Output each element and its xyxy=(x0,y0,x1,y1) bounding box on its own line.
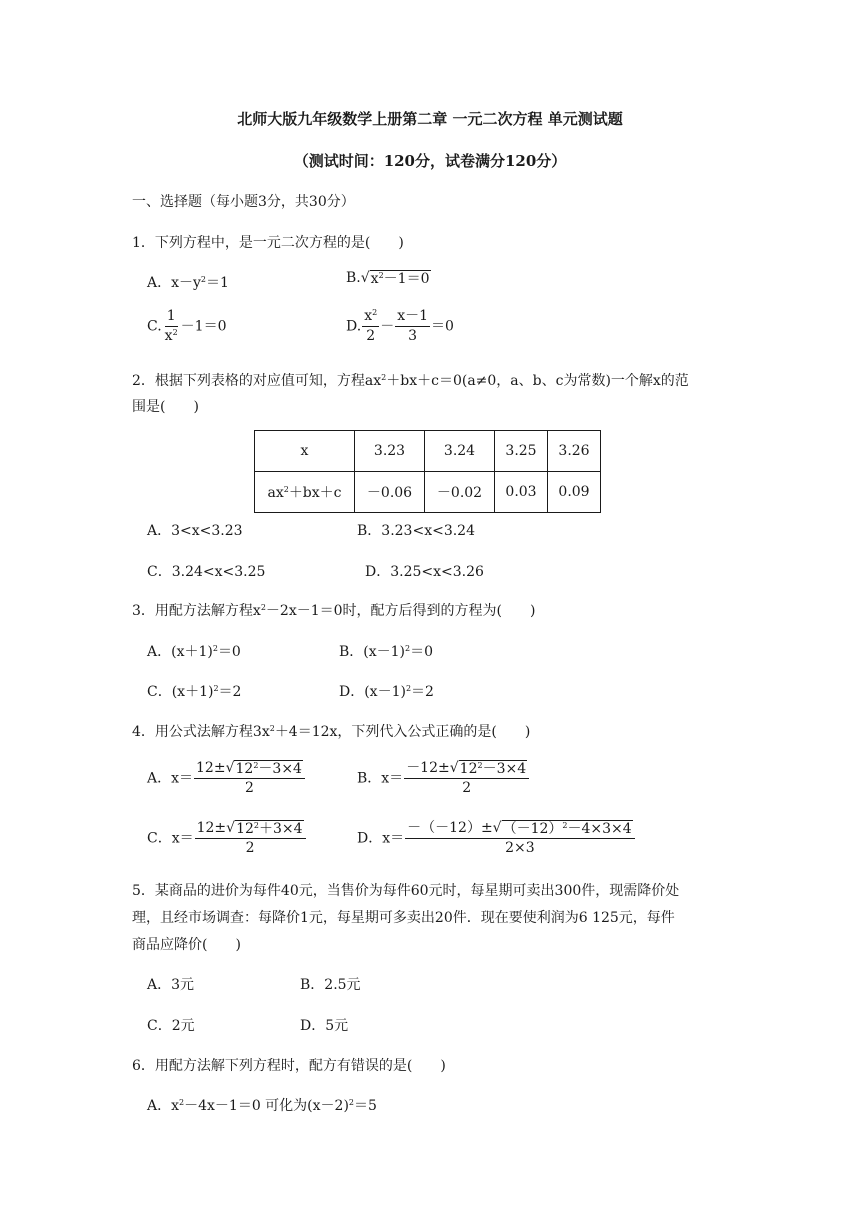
q5-option-a: A．3元 xyxy=(147,977,195,993)
q1-option-c: C. $\frac{1}{x^2}$ －1＝0 xyxy=(147,308,227,344)
q4-option-b: B．x＝ －12± √ $12^2-3\times 4$ 2 xyxy=(357,760,530,797)
q2-option-d: D．3.25<x<3.26 xyxy=(365,564,484,580)
q4-option-c: C．x＝ 12± √ $12^2+3\times 4$ 2 xyxy=(147,820,307,857)
table-row xyxy=(255,431,601,472)
table-cell: x xyxy=(255,431,355,472)
q2-option-c: C．3.24<x<3.25 xyxy=(147,564,266,580)
q5-option-d: D．5元 xyxy=(300,1018,349,1034)
exponent: 2 xyxy=(200,275,207,284)
q4-option-a: A．x＝ 12± √ $12^2-3\times 4$ 2 xyxy=(147,760,306,797)
question-4-stem: 4．用公式法解方程$3x^2+4=12x$，下列代入公式正确的是( ) xyxy=(132,724,531,740)
q1-option-b: B. √ $x^2-1=0$ xyxy=(346,270,430,287)
table-cell: $ax^2+bx+c$ xyxy=(255,472,355,513)
table-cell: －0.02 xyxy=(425,472,495,513)
question-2-stem-line1: 2．根据下列表格的对应值可知，方程$ax^2+bx+c=0(a\ne 0$，a、b、c为常数)一个解x的范 xyxy=(132,373,689,389)
table-cell: 0.09 xyxy=(548,472,601,513)
values-table xyxy=(254,430,601,513)
table-cell: 3.24 xyxy=(425,431,495,472)
q1-option-d: D. $\frac{x^2}{2}$ － $\frac{x-1}{3}$ ＝0 xyxy=(346,308,454,344)
page-subtitle: （测试时间：120分，试卷满分120分） xyxy=(293,152,567,170)
table-cell: 3.26 xyxy=(548,431,601,472)
q6-option-a: A．$x^2-4x-1=0$ 可化为$(x-2)^2=5$ xyxy=(147,1098,377,1114)
question-5-line1: 5．某商品的进价为每件40元，当售价为每件60元时，每星期可卖出300件，现需降价处 xyxy=(132,883,680,899)
section-heading: 一、选择题（每小题3分，共30分） xyxy=(132,194,355,210)
table-row xyxy=(255,472,601,513)
q1-option-a: A．$x-y^2=1$ xyxy=(147,275,229,291)
q4-option-d: D．x＝ －（－12）± √ $(-12)^2-4\times 3\times 4$ 2×3 xyxy=(357,820,636,857)
q3-option-d: D．$(x-1)^2=2$ xyxy=(339,684,434,700)
q3-option-a: A．$(x+1)^2=0$ xyxy=(147,644,241,660)
question-1-stem: 1．下列方程中，是一元二次方程的是( ) xyxy=(132,235,404,251)
table-cell: －0.06 xyxy=(355,472,425,513)
question-3-stem: 3．用配方法解方程$x^2-2x-1=0$时，配方后得到的方程为( ) xyxy=(132,603,536,619)
page-title: 北师大版九年级数学上册第二章 一元二次方程 单元测试题 xyxy=(237,110,623,128)
question-6-stem: 6．用配方法解下列方程时，配方有错误的是( ) xyxy=(132,1058,446,1074)
question-5-line2: 理，且经市场调查：每降价1元，每星期可多卖出20件．现在要使利润为6 125元，每件 xyxy=(132,910,675,926)
q5-option-b: B．2.5元 xyxy=(300,977,361,993)
q5-option-c: C．2元 xyxy=(147,1018,195,1034)
q3-option-c: C．$(x+1)^2=2$ xyxy=(147,684,242,700)
question-5-line3: 商品应降价( ) xyxy=(132,937,241,953)
table-cell: 3.23 xyxy=(355,431,425,472)
question-2-stem-line2: 围是( ) xyxy=(132,399,199,415)
q3-option-b: B．$(x-1)^2=0$ xyxy=(339,644,434,660)
table-cell: 3.25 xyxy=(495,431,548,472)
q2-option-a: A．3<x<3.23 xyxy=(147,523,243,539)
q2-option-b: B．3.23<x<3.24 xyxy=(357,523,475,539)
table-cell: 0.03 xyxy=(495,472,548,513)
